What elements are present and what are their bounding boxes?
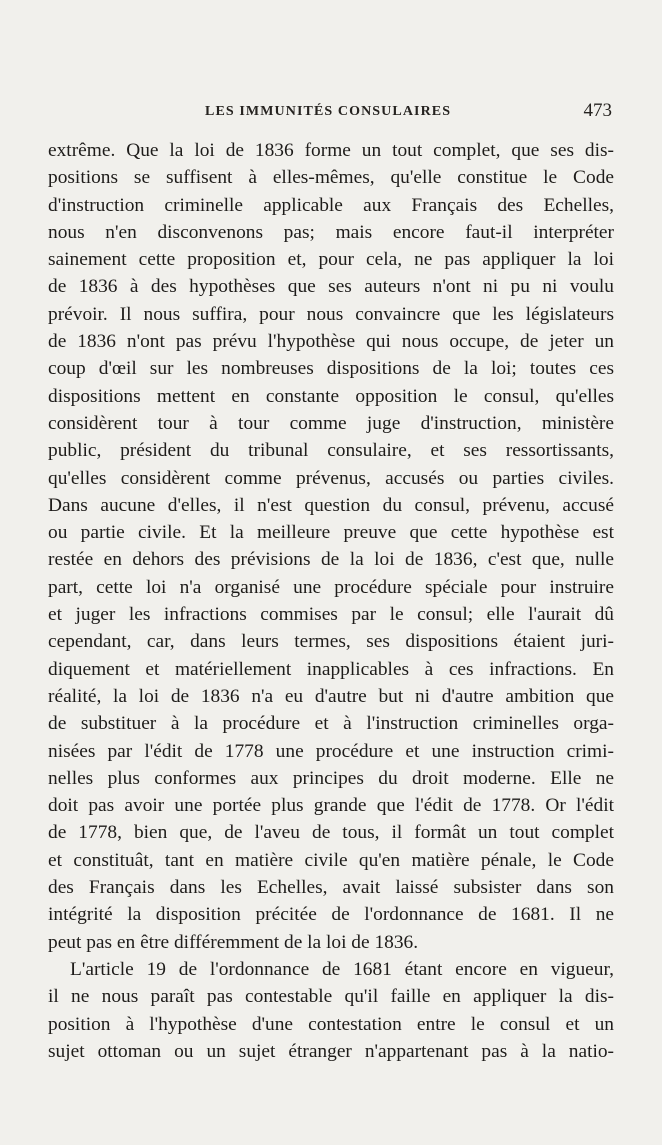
- text-line: positions se suffisent à elles-mêmes, qu'elle constitue le Code: [48, 167, 614, 189]
- page-number: 473: [583, 100, 612, 121]
- text-line: coup d'œil sur les nombreuses dispositions de la loi; toutes ces: [48, 358, 614, 380]
- text-line: des Français dans les Echelles, avait laissé subsister dans son: [48, 877, 614, 899]
- text-line: nisées par l'édit de 1778 une procédure et une instruction crimi-: [48, 740, 614, 762]
- text-line: L'article 19 de l'ordonnance de 1681 étant encore en vigueur,: [70, 958, 614, 980]
- text-line: prévoir. Il nous suffira, pour nous convaincre que les législateurs: [48, 303, 614, 325]
- text-line: diquement et matériellement inapplicables à ces infractions. En: [48, 658, 614, 680]
- text-line: cependant, car, dans leurs termes, ses dispositions étaient juri-: [48, 631, 614, 653]
- text-line: intégrité la disposition précitée de l'ordonnance de 1681. Il ne: [48, 904, 614, 926]
- text-line: restée en dehors des prévisions de la loi de 1836, c'est que, nulle: [48, 549, 614, 571]
- text-line: de 1778, bien que, de l'aveu de tous, il formât un tout complet: [48, 822, 614, 844]
- text-line: de 1836 n'ont pas prévu l'hypothèse qui nous occupe, de jeter un: [48, 331, 614, 353]
- text-line: nelles plus conformes aux principes du droit moderne. Elle ne: [48, 767, 614, 789]
- text-line: de substituer à la procédure et à l'instruction criminelles orga-: [48, 713, 614, 735]
- text-line: de 1836 à des hypothèses que ses auteurs n'ont ni pu ni voulu: [48, 276, 614, 298]
- text-line: et juger les infractions commises par le consul; elle l'aurait dû: [48, 604, 614, 626]
- running-head: [48, 100, 614, 126]
- text-line: doit pas avoir une portée plus grande que l'édit de 1778. Or l'édit: [48, 795, 614, 817]
- text-line: Dans aucune d'elles, il n'est question du consul, prévenu, accusé: [48, 494, 614, 516]
- text-line: part, cette loi n'a organisé une procédure spéciale pour instruire: [48, 576, 614, 598]
- running-title: LES IMMUNITÉS CONSULAIRES: [205, 104, 452, 119]
- text-line: peut pas en être différemment de la loi de 1836.: [48, 931, 419, 953]
- text-line: d'instruction criminelle applicable aux Français des Echelles,: [48, 194, 614, 216]
- body-text: [48, 137, 614, 1065]
- text-line: dispositions mettent en constante opposition le consul, qu'elles: [48, 385, 614, 407]
- text-line: ou partie civile. Et la meilleure preuve que cette hypothèse est: [48, 522, 614, 544]
- text-line: extrême. Que la loi de 1836 forme un tout complet, que ses dis-: [48, 140, 614, 161]
- text-line: sainement cette proposition et, pour cela, ne pas appliquer la loi: [48, 249, 614, 271]
- text-line: considèrent tour à tour comme juge d'instruction, ministère: [48, 412, 614, 434]
- text-line: nous n'en disconvenons pas; mais encore faut-il interpréter: [48, 221, 614, 243]
- text-line: réalité, la loi de 1836 n'a eu d'autre but ni d'autre ambition que: [48, 685, 614, 707]
- text-line: et constituât, tant en matière civile qu'en matière pénale, le Code: [48, 849, 614, 871]
- text-line: il ne nous paraît pas contestable qu'il faille en appliquer la dis-: [48, 986, 614, 1008]
- text-line: public, président du tribunal consulaire, et ses ressortissants,: [48, 440, 614, 462]
- text-line: sujet ottoman ou un sujet étranger n'appartenant pas à la natio-: [48, 1040, 614, 1062]
- text-line: position à l'hypothèse d'une contestation entre le consul et un: [48, 1013, 614, 1035]
- text-line: qu'elles considèrent comme prévenus, accusés ou parties civiles.: [48, 467, 614, 489]
